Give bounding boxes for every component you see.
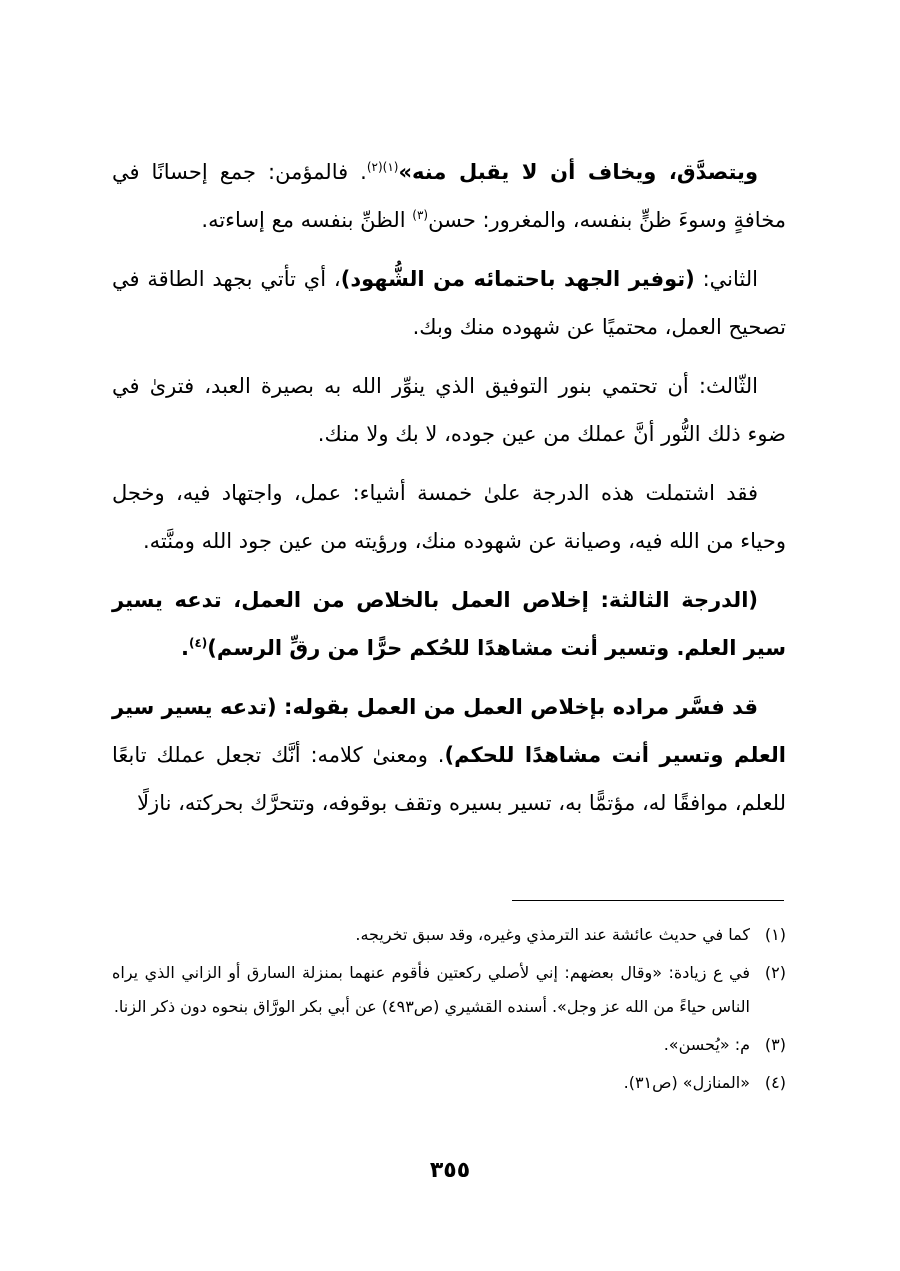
footnote-ref-2[interactable]: (٢) [366,160,383,174]
footnote-number: (٤) [764,1073,786,1092]
quoted-hadith-end: ويتصدَّق، ويخاف أن لا يقبل منه» [398,160,758,184]
footnote-text: في ع زيادة: «وقال بعضهم: إني لأصلي ركعتين فأقوم عنهما بمنزلة السارق أو الزاني الذي يراه الناس حياءً من الله عز وجل». أسنده القشيري (ص٤٩٣) عن أبي بكر الورَّاق بنحوه دون ذكر الزنا. [112,963,750,1016]
paragraph-2-lead: الثاني: [694,267,758,291]
paragraph-1-text: . فالمؤمن: جمع إحسانًا في مخافةٍ وسوءَ ظنٍّ بنفسه، والمغرور: حسن [112,160,786,232]
paragraph-1 [112,148,786,244]
paragraph-4-text: فقد اشتملت هذه الدرجة علىٰ خمسة أشياء: عمل، واجتهاد فيه، وخجل وحياء من الله فيه، وصيانة عن شهوده منك، ورؤيته من عين جود الله ومنَّته. [112,481,786,553]
footnote-2 [112,956,786,1024]
paragraph-3-text: الثّالث: أن تحتمي بنور التوفيق الذي ينوِّر الله به بصيرة العبد، فترىٰ في ضوء ذلك النُّور أنَّ عملك من عين جوده، لا بك ولا منك. [112,374,786,446]
main-text [112,148,786,838]
paragraph-1-text-end: الظنِّ بنفسه مع إساءته. [201,208,413,232]
paragraph-2-quote: (توفير الجهد باحتمائه من الشُّهود) [340,267,695,291]
footnote-text: م: «يُحسن». [663,1035,750,1054]
paragraph-6 [112,683,786,827]
paragraph-6-quote: (تدعه يسير سير العلم وتسير أنت مشاهدًا للحكم) [112,695,786,767]
footnote-number: (١) [764,925,786,944]
paragraph-3 [112,362,786,458]
paragraph-2-text: ، أي تأتي بجهد الطاقة في تصحيح العمل، محتميًا عن شهوده منك وبك. [112,267,786,339]
footnotes [112,918,786,1104]
footnote-ref-3[interactable]: (٣) [412,208,429,222]
footnote-3 [112,1028,786,1062]
footnote-ref-1[interactable]: (١) [382,160,399,174]
paragraph-2 [112,255,786,351]
footnote-number: (٣) [764,1035,786,1054]
footnote-text: كما في حديث عائشة عند الترمذي وغيره، وقد سبق تخريجه. [355,925,750,944]
footnote-ref-4[interactable]: (٤) [188,636,208,650]
footnote-separator [512,900,784,901]
paragraph-5-end: . [180,636,189,660]
paragraph-5 [112,576,786,672]
footnote-text: «المنازل» (ص٣١). [623,1073,750,1092]
page-number: ٣٥٥ [429,1158,471,1183]
paragraph-6-text: . ومعنىٰ كلامه: أنَّك تجعل عملك تابعًا للعلم، موافقًا له، مؤتمًّا به، تسير بسيره وتقف بوقوفه، وتتحرَّك بحركته، نازلًا [112,743,786,815]
paragraph-6-lead: قد فسَّر مراده بإخلاص العمل من العمل بقوله: [276,695,758,719]
footnote-4 [112,1066,786,1100]
footnote-number: (٢) [764,963,786,982]
paragraph-5-quote: (الدرجة الثالثة: إخلاص العمل بالخلاص من العمل، تدعه يسير سير العلم. وتسير أنت مشاهدًا للحُكم حرًّا من رقِّ الرسم) [112,588,786,660]
paragraph-4 [112,469,786,565]
footnote-1 [112,918,786,952]
